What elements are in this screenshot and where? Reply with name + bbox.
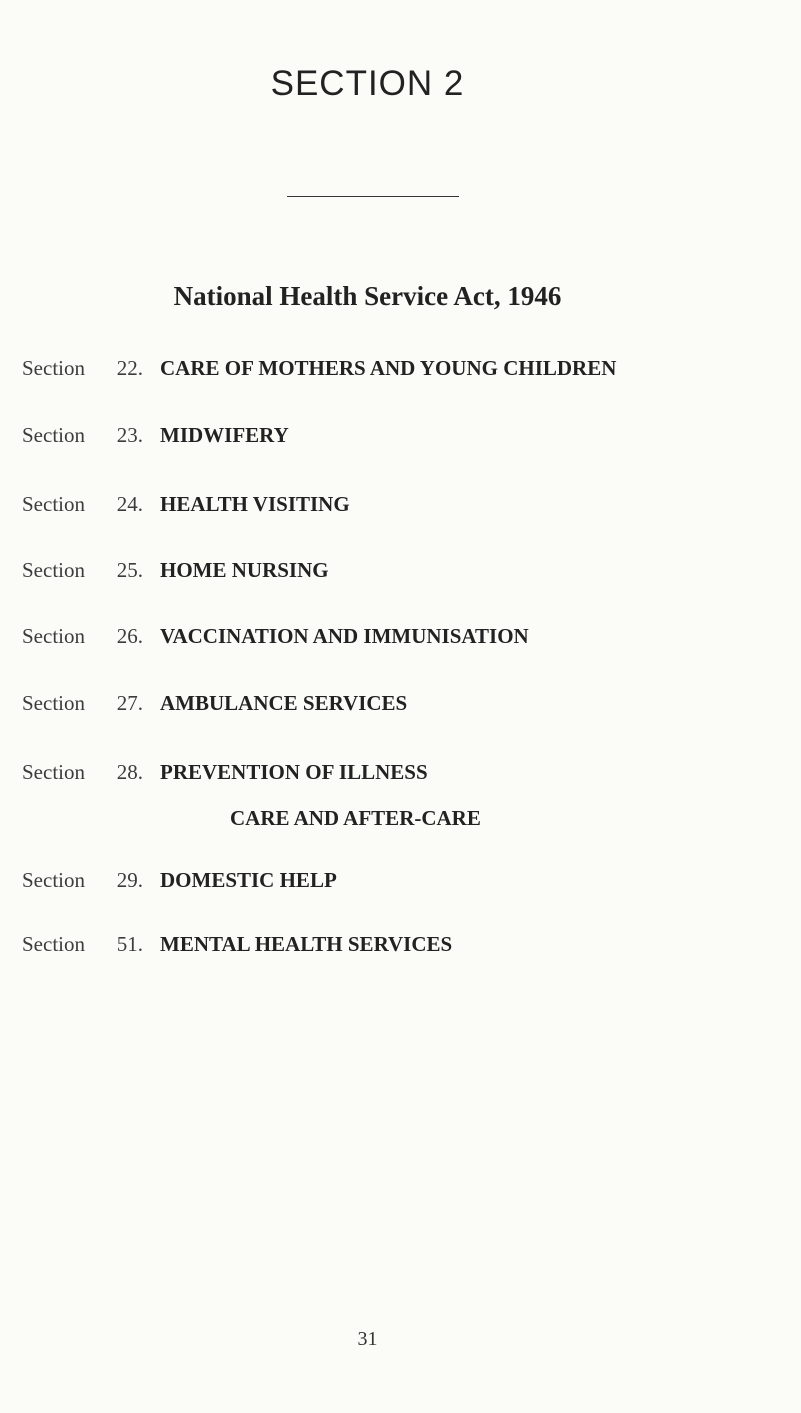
section-title-continuation: CARE AND AFTER-CARE: [230, 806, 481, 830]
section-label: Section: [22, 760, 85, 784]
section-number: 27.: [116, 691, 143, 715]
section-title: DOMESTIC HELP: [160, 868, 337, 892]
act-title: National Health Service Act, 1946: [173, 281, 562, 311]
section-row: [0, 558, 801, 588]
section-label: Section: [22, 492, 85, 516]
section-title: MIDWIFERY: [160, 423, 289, 447]
section-title: PREVENTION OF ILLNESS: [160, 760, 428, 784]
section-label: Section: [22, 932, 85, 956]
section-row: [0, 492, 801, 522]
section-number: 24.: [116, 492, 143, 516]
section-label: Section: [22, 356, 85, 380]
horizontal-rule: [287, 196, 459, 197]
section-row: [0, 760, 801, 840]
section-number: 51.: [116, 932, 143, 956]
section-label: Section: [22, 558, 85, 582]
section-number: 23.: [116, 423, 143, 447]
section-number: 28.: [116, 760, 143, 784]
section-title: HEALTH VISITING: [160, 492, 350, 516]
section-label: Section: [22, 691, 85, 715]
section-label: Section: [22, 423, 85, 447]
section-row: [0, 932, 801, 962]
page-heading: SECTION 2: [270, 64, 465, 103]
section-title: CARE OF MOTHERS AND YOUNG CHILDREN: [160, 356, 617, 380]
section-row: [0, 868, 801, 898]
section-label: Section: [22, 868, 85, 892]
section-row: [0, 423, 801, 453]
section-number: 29.: [116, 868, 143, 892]
page-number: 31: [357, 1328, 378, 1350]
section-row: [0, 691, 801, 721]
section-label: Section: [22, 624, 85, 648]
section-row: [0, 356, 801, 386]
section-number: 22.: [116, 356, 143, 380]
section-number: 26.: [116, 624, 143, 648]
section-title: MENTAL HEALTH SERVICES: [160, 932, 453, 956]
section-number: 25.: [116, 558, 143, 582]
section-row: [0, 624, 801, 654]
section-title: AMBULANCE SERVICES: [160, 691, 408, 715]
section-title: VACCINATION AND IMMUNISATION: [160, 624, 529, 648]
section-title: HOME NURSING: [160, 558, 329, 582]
